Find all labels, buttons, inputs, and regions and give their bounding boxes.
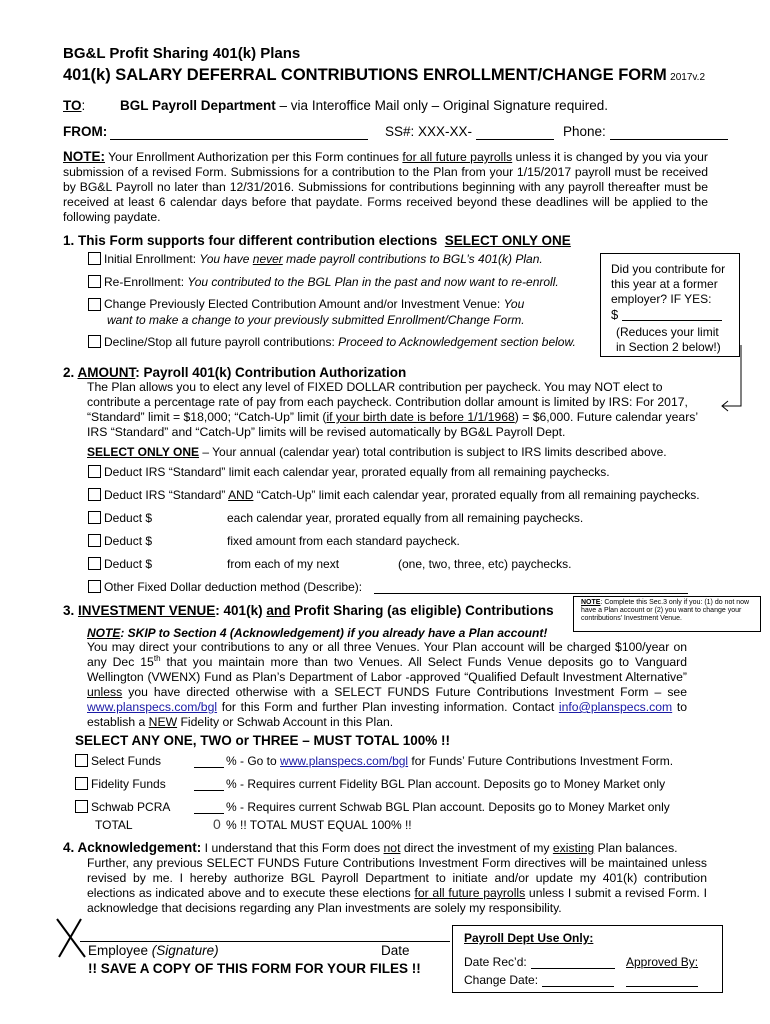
section2-select-line: [87, 445, 667, 459]
approved-by-label: Approved By:: [626, 955, 699, 969]
note-text-3: unless it is changed by you via your submission of a revised Form. Submissions for a contribution to the Plan from your 1/15/2017 payroll must be received by BG&L Payroll no later than 12/31/2016. Submissions for contributions beginning with any payroll thereafter must be received at least 6 calendar days before that paydate. Forms received beyond these deadlines will be applied to the following paydate.: [63, 150, 708, 224]
section1-select: SELECT ONLY ONE: [444, 233, 571, 248]
amount-opt3-prefix: Deduct $: [104, 511, 153, 525]
reenroll-label: Re-Enrollment:: [104, 275, 188, 289]
save-copy-notice: !! SAVE A COPY OF THIS FORM FOR YOUR FILES !!: [88, 961, 421, 976]
change-election-label-2: want to make a change to your previously submitted Enrollment/Change Form.: [107, 313, 525, 327]
section3-paragraph: [87, 640, 687, 730]
to-colon: :: [81, 98, 86, 113]
decline-label-text: Decline/Stop all future payroll contributions:: [104, 335, 339, 349]
change-date-label: Change Date:: [464, 973, 539, 987]
form-main-title: 401(k) SALARY DEFERRAL CONTRIBUTIONS ENROLLMENT/CHANGE FORM: [63, 66, 667, 84]
amount-opt2-checkbox[interactable]: [88, 488, 101, 501]
section2-p1u: if your birth date is before 1/1/1968: [326, 410, 515, 424]
select-funds-label: Select Funds: [91, 754, 162, 768]
schwab-pcra-label: Schwab PCRA: [91, 800, 171, 814]
select-funds-percent-field[interactable]: [194, 767, 224, 768]
side-q3: employer? IF YES:: [611, 292, 712, 306]
opt2-a: Deduct IRS “Standard”: [104, 488, 229, 502]
date-recd-field[interactable]: [531, 968, 615, 969]
amount-opt5-prefix: Deduct $: [104, 557, 153, 571]
amount-opt6-field[interactable]: [374, 593, 688, 594]
s3-p1e: to establish a: [87, 700, 687, 729]
s4-p2b: unless I submit a revised Form. I acknowledge that decisions regarding any Plan investments are solely my responsibility.: [87, 886, 707, 915]
signature-line[interactable]: [80, 941, 450, 942]
s3-sup: th: [153, 653, 161, 663]
section3-note: [581, 599, 757, 623]
section4-line1: [63, 840, 708, 856]
s4-t3: Plan balances.: [594, 841, 678, 855]
s4-t2: direct the investment of my: [400, 841, 553, 855]
section3-heading: [63, 603, 554, 618]
section2-select-rest: – Your annual (calendar year) total contribution is subject to IRS limits described above.: [199, 445, 667, 459]
reenroll-text: You contributed to the BGL Plan in the past and now want to re-enroll.: [187, 275, 559, 289]
section2-heading: [63, 365, 406, 380]
s3-new: NEW: [148, 715, 178, 729]
arrow-connector: [0, 0, 770, 420]
approved-by-field[interactable]: [626, 986, 698, 987]
from-label: FROM:: [63, 124, 108, 139]
section2-num: 2.: [63, 365, 78, 380]
to-dept: BGL Payroll Department: [120, 98, 276, 113]
select-funds-text: [226, 754, 673, 768]
employee-label: Employee: [88, 943, 152, 958]
amount-opt3-checkbox[interactable]: [88, 511, 101, 524]
note-text-2: for all future payrolls: [402, 150, 513, 164]
section3-note-label: NOTE: [581, 599, 601, 606]
opt2-and: AND: [228, 488, 254, 502]
s4-not: not: [383, 841, 401, 855]
amount-opt5-suffix: (one, two, three, etc) paychecks.: [398, 557, 572, 571]
form-version: 2017v.2: [670, 72, 705, 83]
signature-label: (Signature): [151, 943, 219, 958]
row1-a: % - Go to: [226, 754, 281, 768]
s3-p1c: you have directed otherwise with a SELECT FUNDS Future Contributions Investment Form – see: [122, 685, 687, 699]
s4-existing: existing: [552, 841, 595, 855]
payroll-box-title: Payroll Dept Use Only:: [464, 931, 594, 945]
note-label: NOTE:: [63, 149, 105, 164]
section2-p1b: ) = $6,000. Future calendar years’ IRS “Standard” and “Catch-Up” limits will be revised automatically by BG&L Payroll Dept.: [87, 410, 698, 439]
total-label: TOTAL: [95, 818, 133, 832]
section2-p1: The Plan allows you to elect any level of FIXED DOLLAR contribution per paycheck. You may NOT elect to contribute a percentage rate of pay from each paycheck. Contribution dollar amount is limited by IRS: For 2017, “Standard” limit = $18,000; “Catch-Up” limit (: [87, 380, 688, 424]
to-label: TO: [63, 98, 82, 113]
change-date-field[interactable]: [542, 986, 614, 987]
opt2-b: “Catch-Up” limit each calendar year, prorated equally from all remaining paychecks.: [253, 488, 700, 502]
s4-heading: Acknowledgement:: [77, 840, 202, 855]
s4-num: 4.: [63, 840, 78, 855]
skip-text: : SKIP to Section 4 (Acknowledgement) if you already have a Plan account!: [120, 626, 548, 640]
total-text: % !! TOTAL MUST EQUAL 100% !!: [226, 818, 412, 832]
date-label: Date: [381, 943, 410, 958]
s4-p2a: Further, any previous SELECT FUNDS Future Contributions Investment Form directives will be maintained unless revised by me. I hereby authorize BGL Payroll Department to initiate and/or update my 401(k) contribution elections as indicated above and to execute these elections: [87, 856, 707, 900]
skip-label: NOTE: [87, 626, 121, 640]
total-value: 0: [213, 816, 221, 832]
side-q2: this year at a former: [611, 277, 718, 291]
decline-text: Proceed to Acknowledgement section below.: [338, 335, 576, 349]
fidelity-funds-text: % - Requires current Fidelity BGL Plan account. Deposits go to Money Market only: [226, 777, 666, 791]
section3-skip-note: [87, 626, 547, 640]
change-label: Change Previously Elected Contribution Amount and/or Investment Venue:: [104, 297, 504, 311]
side-q1: Did you contribute for: [611, 262, 726, 276]
s4-p2u: for all future payrolls: [414, 886, 526, 900]
s3-p1f: Fidelity or Schwab Account in this Plan.: [177, 715, 394, 729]
fidelity-funds-checkbox[interactable]: [75, 777, 88, 790]
ss-label: SS#: XXX-XX-: [385, 124, 473, 139]
initial-label: Initial Enrollment:: [104, 252, 200, 266]
section3-heading-and: and: [266, 603, 291, 618]
change-text-1: You: [503, 297, 525, 311]
initial-a: You have: [199, 252, 253, 266]
section2-heading-u: AMOUNT: [77, 365, 136, 380]
amount-opt3-text: each calendar year, prorated equally from all remaining paychecks.: [227, 511, 584, 525]
amount-opt2-label: [104, 488, 700, 502]
schwab-pcra-checkbox[interactable]: [75, 800, 88, 813]
schwab-percent-field[interactable]: [194, 813, 224, 814]
initial-b: made payroll contributions to BGL’s 401(k) Plan.: [282, 252, 543, 266]
amount-opt6-checkbox[interactable]: [88, 580, 101, 593]
note-text-1: Your Enrollment Authorization per this Form continues: [105, 150, 403, 164]
section2-heading-text: : Payroll 401(k) Contribution Authorization: [135, 365, 407, 380]
amount-opt1-label: Deduct IRS “Standard” limit each calendar year, prorated equally from all remaining paychecks.: [104, 465, 610, 479]
amount-opt5-checkbox[interactable]: [88, 557, 101, 570]
s3-p1: You may direct your contributions to any or all three Venues. Your Plan account will be charged $100/year on any Dec 15: [87, 640, 687, 669]
amount-opt1-checkbox[interactable]: [88, 465, 101, 478]
amount-opt4-checkbox[interactable]: [88, 534, 101, 547]
row1-b: for Funds’ Future Contributions Investment Form.: [408, 754, 674, 768]
fidelity-funds-label: Fidelity Funds: [91, 777, 166, 791]
section1-heading-text: 1. This Form supports four different contribution elections: [63, 233, 438, 248]
section3-heading-u: INVESTMENT VENUE: [78, 603, 216, 618]
signature-x-mark: [55, 917, 87, 959]
date-recd-label: Date Rec’d:: [464, 955, 527, 969]
section3-heading-a: : 401(k): [215, 603, 267, 618]
section2-paragraph: [87, 380, 717, 440]
select-any-heading: SELECT ANY ONE, TWO or THREE – MUST TOTAL 100% !!: [75, 733, 451, 748]
section3-note-text: : Complete this Sec.3 only if you: (1) do not now have a Plan account or (2) you want to change your contributions’ Investment Venue.: [581, 599, 750, 622]
amount-opt4-text: fixed amount from each standard paycheck.: [227, 534, 460, 548]
fidelity-percent-field[interactable]: [194, 790, 224, 791]
initial-never: never: [252, 252, 283, 266]
s3-p1d: for this Form and further Plan investing information. Contact: [217, 700, 559, 714]
phone-label: Phone:: [563, 124, 606, 139]
amount-opt5-text: from each of my next: [227, 557, 340, 571]
section4-paragraph: [87, 856, 707, 916]
section3-num: 3.: [63, 603, 79, 618]
schwab-pcra-text: % - Requires current Schwab BGL Plan account. Deposits go to Money Market only: [226, 800, 670, 814]
form-org-title: BG&L Profit Sharing 401(k) Plans: [63, 45, 301, 62]
email-link[interactable]: info@planspecs.com: [558, 700, 673, 714]
planspecs-link[interactable]: www.planspecs.com/bgl: [87, 700, 218, 714]
s3-unless: unless: [87, 685, 123, 699]
employee-signature-label: [88, 943, 219, 958]
amount-opt6-label: Other Fixed Dollar deduction method (Describe):: [104, 580, 363, 594]
row1-link[interactable]: www.planspecs.com/bgl: [280, 754, 409, 768]
section2-select: SELECT ONLY ONE: [87, 445, 200, 459]
to-rest: – via Interoffice Mail only – Original Signature required.: [275, 98, 608, 113]
side-note-2: in Section 2 below!): [616, 340, 721, 354]
amount-opt4-prefix: Deduct $: [104, 534, 153, 548]
select-funds-checkbox[interactable]: [75, 754, 88, 767]
s3-p1b: that you maintain more than two Venues. All Select Funds Venue deposits go to Vanguard Wellington (VWENX) Fund as Plan’s Department of Labor -approved “Qualified Default Investment Alternative”: [87, 655, 687, 684]
former-employer-dollar: $: [611, 307, 619, 322]
section3-heading-b: Profit Sharing (as eligible) Contributions: [290, 603, 554, 618]
side-note-1: (Reduces your limit: [616, 325, 719, 339]
s4-t1: I understand that this Form does: [201, 841, 384, 855]
